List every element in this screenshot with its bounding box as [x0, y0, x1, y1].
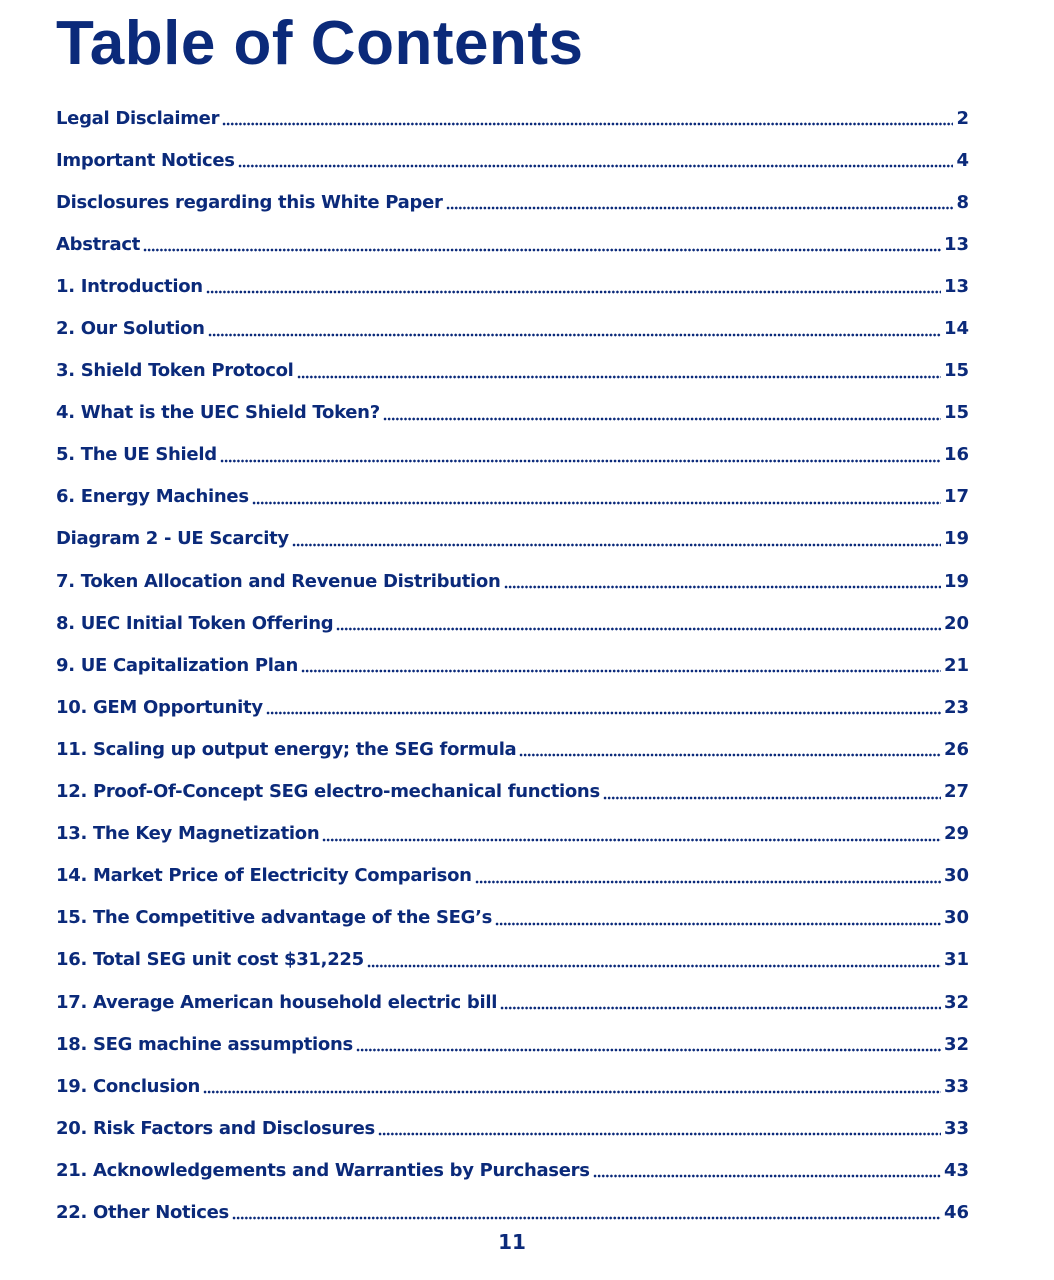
toc-entry-page: 30	[943, 907, 969, 929]
toc-entry-label: 19. Conclusion	[56, 1075, 201, 1097]
toc-entry-page: 13	[943, 233, 969, 255]
toc-entry-page: 8	[956, 191, 969, 213]
toc-entry[interactable]	[56, 1149, 969, 1191]
toc-entry-label: 8. UEC Initial Token Offering	[56, 612, 334, 634]
toc-leader-dots	[143, 248, 941, 252]
toc-entry-label: 1. Introduction	[56, 275, 203, 297]
toc-leader-dots	[336, 627, 941, 631]
page-title: Table of Contents	[56, 9, 584, 78]
toc-entry-label: Disclosures regarding this White Paper	[56, 191, 443, 213]
toc-leader-dots	[222, 122, 953, 126]
toc-leader-dots	[383, 417, 941, 421]
toc-entry-page: 2	[956, 107, 969, 129]
toc-entry-label: Important Notices	[56, 149, 235, 171]
toc-entry-label: 5. The UE Shield	[56, 444, 217, 466]
toc-entry-page: 19	[943, 528, 969, 550]
toc-entry-label: 13. The Key Magnetization	[56, 823, 320, 845]
toc-leader-dots	[203, 1090, 941, 1094]
toc-leader-dots	[446, 206, 954, 210]
toc-entry-page: 17	[943, 486, 969, 508]
toc-leader-dots	[593, 1174, 941, 1178]
toc-entry-label: 7. Token Allocation and Revenue Distribution	[56, 570, 501, 592]
toc-leader-dots	[297, 375, 941, 379]
toc-entry-page: 15	[943, 360, 969, 382]
toc-leader-dots	[356, 1048, 941, 1052]
toc-entry-label: 6. Energy Machines	[56, 486, 249, 508]
toc-entry-label: 14. Market Price of Electricity Comparison	[56, 865, 472, 887]
toc-entry-page: 21	[943, 654, 969, 676]
toc-leader-dots	[292, 543, 941, 547]
toc-entry[interactable]	[56, 644, 969, 686]
toc-entry-label: Diagram 2 - UE Scarcity	[56, 528, 289, 550]
toc-entry-label: Legal Disclaimer	[56, 107, 220, 129]
toc-entry-label: 15. The Competitive advantage of the SEG’s	[56, 907, 493, 929]
toc-leader-dots	[220, 459, 941, 463]
toc-entry[interactable]	[56, 307, 969, 349]
toc-entry-label: Abstract	[56, 233, 141, 255]
toc-entry-label: 22. Other Notices	[56, 1201, 229, 1223]
toc-entry[interactable]	[56, 771, 969, 813]
toc-entry[interactable]	[56, 602, 969, 644]
toc-leader-dots	[519, 753, 941, 757]
toc-leader-dots	[322, 838, 941, 842]
toc-entry[interactable]	[56, 1023, 969, 1065]
toc-entry-label: 18. SEG machine assumptions	[56, 1033, 353, 1055]
toc-entry-label: 3. Shield Token Protocol	[56, 360, 294, 382]
toc-entry-label: 16. Total SEG unit cost $31,225	[56, 949, 364, 971]
toc-entry[interactable]	[56, 476, 969, 518]
toc-entry-page: 16	[943, 444, 969, 466]
toc-entry[interactable]	[56, 1191, 969, 1233]
toc-leader-dots	[495, 922, 941, 926]
toc-entry[interactable]	[56, 181, 969, 223]
toc-leader-dots	[266, 711, 941, 715]
toc-leader-dots	[378, 1132, 941, 1136]
toc-entry[interactable]	[56, 223, 969, 265]
table-of-contents	[56, 97, 969, 1234]
toc-leader-dots	[367, 964, 941, 968]
toc-entry[interactable]	[56, 1107, 969, 1149]
toc-leader-dots	[301, 669, 941, 673]
toc-entry-page: 14	[943, 318, 969, 340]
toc-entry-page: 32	[943, 991, 969, 1013]
toc-entry-page: 33	[943, 1117, 969, 1139]
toc-entry-page: 4	[956, 149, 969, 171]
toc-leader-dots	[252, 501, 941, 505]
toc-entry[interactable]	[56, 897, 969, 939]
toc-entry[interactable]	[56, 939, 969, 981]
toc-entry-label: 4. What is the UEC Shield Token?	[56, 402, 380, 424]
page-number: 11	[498, 1230, 526, 1254]
toc-leader-dots	[232, 1216, 941, 1220]
toc-leader-dots	[603, 796, 941, 800]
toc-entry[interactable]	[56, 728, 969, 770]
toc-entry[interactable]	[56, 813, 969, 855]
toc-leader-dots	[475, 880, 941, 884]
toc-entry-label: 20. Risk Factors and Disclosures	[56, 1117, 375, 1139]
toc-entry-page: 46	[943, 1201, 969, 1223]
toc-leader-dots	[500, 1006, 941, 1010]
toc-entry-page: 19	[943, 570, 969, 592]
toc-entry[interactable]	[56, 686, 969, 728]
toc-entry[interactable]	[56, 434, 969, 476]
toc-leader-dots	[238, 164, 954, 168]
toc-entry-page: 15	[943, 402, 969, 424]
toc-entry-page: 29	[943, 823, 969, 845]
toc-entry-page: 13	[943, 275, 969, 297]
toc-entry[interactable]	[56, 518, 969, 560]
toc-entry[interactable]	[56, 855, 969, 897]
toc-entry[interactable]	[56, 97, 969, 139]
toc-entry-label: 11. Scaling up output energy; the SEG formula	[56, 738, 517, 760]
toc-entry[interactable]	[56, 139, 969, 181]
toc-entry-page: 43	[943, 1159, 969, 1181]
toc-entry[interactable]	[56, 350, 969, 392]
toc-entry[interactable]	[56, 392, 969, 434]
toc-entry[interactable]	[56, 981, 969, 1023]
toc-entry-page: 33	[943, 1075, 969, 1097]
toc-entry-label: 9. UE Capitalization Plan	[56, 654, 298, 676]
toc-entry-label: 12. Proof-Of-Concept SEG electro-mechanical functions	[56, 781, 600, 803]
toc-entry-page: 27	[943, 781, 969, 803]
toc-entry-label: 2. Our Solution	[56, 318, 205, 340]
toc-entry-page: 26	[943, 738, 969, 760]
toc-entry-page: 20	[943, 612, 969, 634]
toc-entry[interactable]	[56, 1065, 969, 1107]
toc-entry[interactable]	[56, 265, 969, 307]
toc-entry-label: 21. Acknowledgements and Warranties by Purchasers	[56, 1159, 590, 1181]
toc-entry-page: 30	[943, 865, 969, 887]
toc-leader-dots	[206, 290, 941, 294]
toc-entry-page: 31	[943, 949, 969, 971]
toc-leader-dots	[504, 585, 941, 589]
toc-entry-label: 17. Average American household electric bill	[56, 991, 498, 1013]
toc-entry-label: 10. GEM Opportunity	[56, 696, 263, 718]
toc-entry[interactable]	[56, 560, 969, 602]
toc-entry-page: 23	[943, 696, 969, 718]
toc-entry-page: 32	[943, 1033, 969, 1055]
toc-leader-dots	[208, 333, 941, 337]
